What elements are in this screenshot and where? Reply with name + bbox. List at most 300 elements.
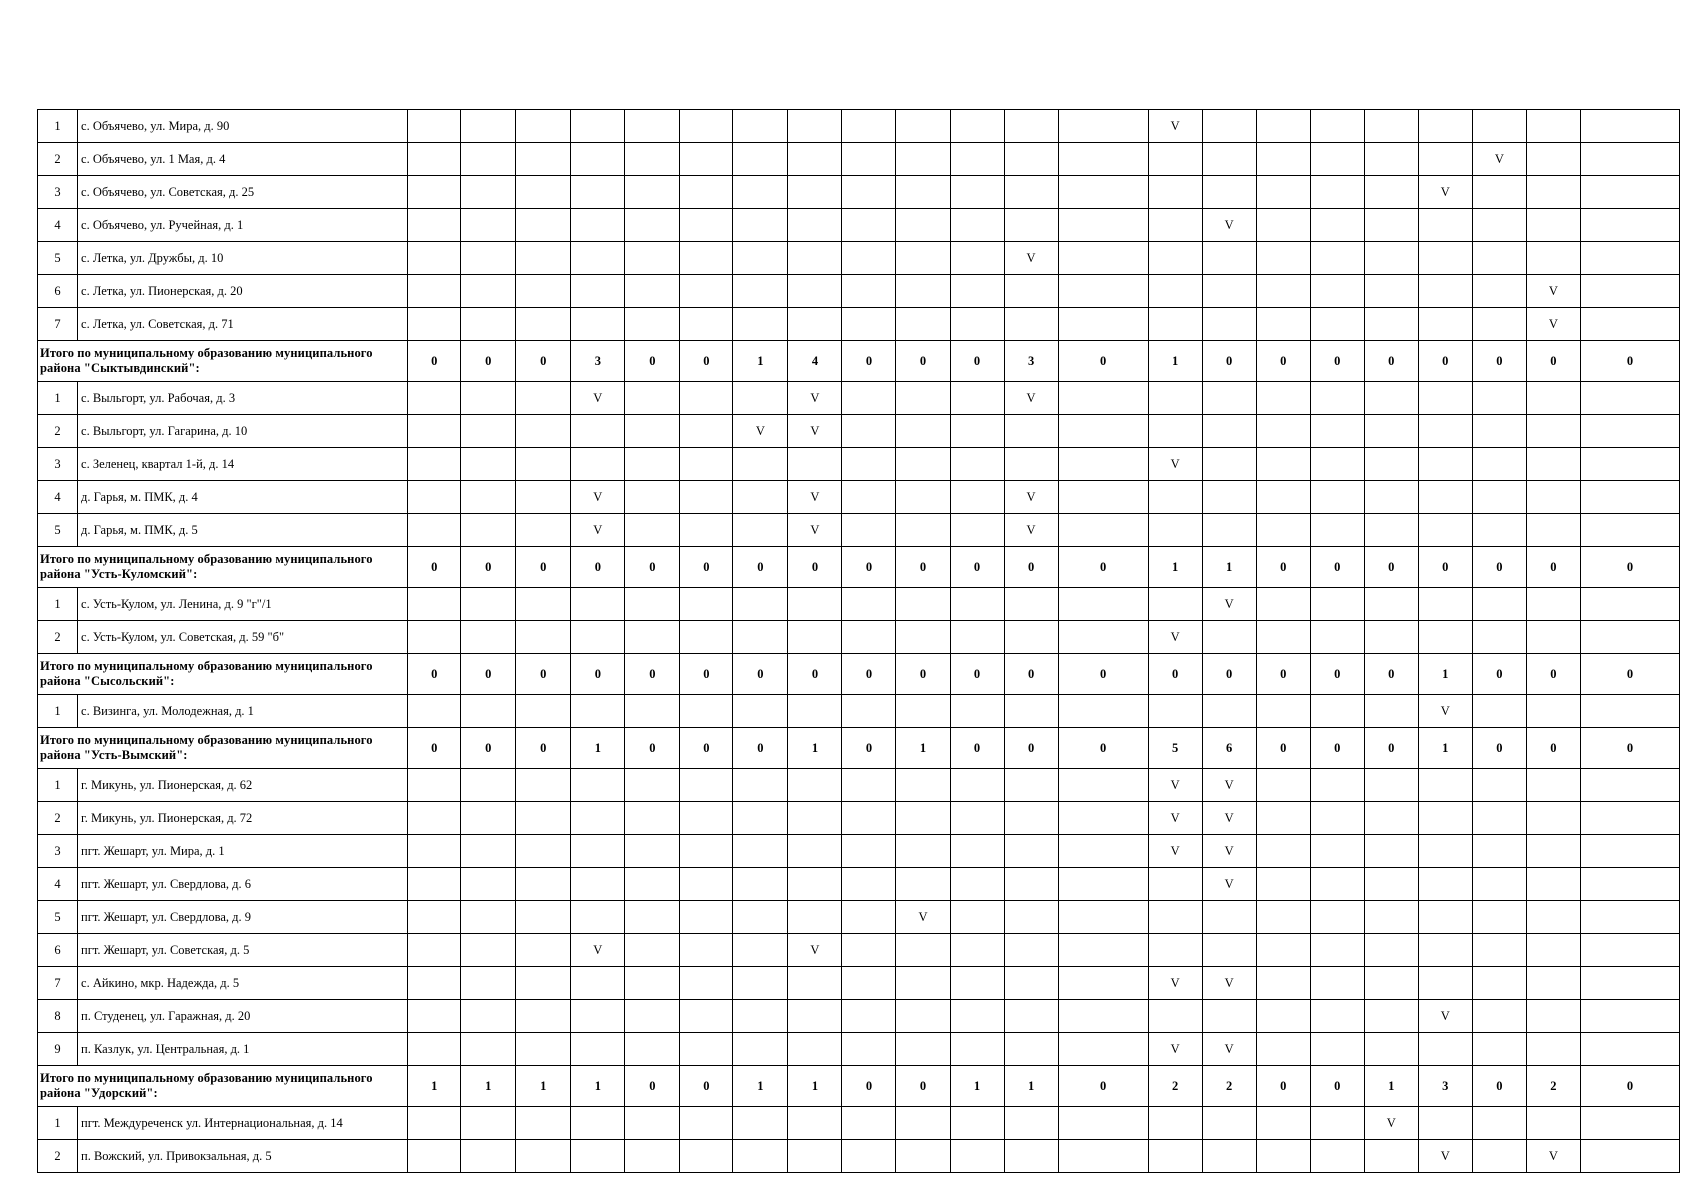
empty-cell xyxy=(950,967,1004,1000)
check-mark-cell: V xyxy=(1364,1107,1418,1140)
check-mark-cell: V xyxy=(1004,382,1058,415)
table-row xyxy=(38,209,1680,242)
empty-cell xyxy=(896,514,950,547)
empty-cell xyxy=(1202,695,1256,728)
empty-cell xyxy=(571,275,625,308)
total-value-cell: 1 xyxy=(1148,341,1202,382)
empty-cell xyxy=(1058,802,1148,835)
empty-cell xyxy=(1310,588,1364,621)
total-value-cell: 0 xyxy=(461,341,516,382)
check-mark-cell: V xyxy=(571,382,625,415)
row-number: 1 xyxy=(38,695,78,728)
empty-cell xyxy=(1526,176,1580,209)
total-value-cell: 0 xyxy=(896,654,950,695)
empty-cell xyxy=(1310,242,1364,275)
empty-cell xyxy=(1472,1000,1526,1033)
total-value-cell: 0 xyxy=(1256,547,1310,588)
total-value-cell: 0 xyxy=(1310,341,1364,382)
empty-cell xyxy=(1580,769,1679,802)
row-number: 9 xyxy=(38,1033,78,1066)
empty-cell xyxy=(1580,143,1679,176)
empty-cell xyxy=(1058,588,1148,621)
empty-cell xyxy=(1418,514,1472,547)
empty-cell xyxy=(1256,1033,1310,1066)
empty-cell xyxy=(1058,1033,1148,1066)
empty-cell xyxy=(461,110,516,143)
table-row xyxy=(38,967,1680,1000)
empty-cell xyxy=(842,481,896,514)
empty-cell xyxy=(842,588,896,621)
check-mark-cell: V xyxy=(571,514,625,547)
empty-cell xyxy=(408,382,461,415)
total-value-cell: 1 xyxy=(571,1066,625,1107)
empty-cell xyxy=(1580,176,1679,209)
empty-cell xyxy=(408,934,461,967)
row-number: 6 xyxy=(38,275,78,308)
empty-cell xyxy=(1058,967,1148,1000)
empty-cell xyxy=(1364,835,1418,868)
row-number: 8 xyxy=(38,1000,78,1033)
empty-cell xyxy=(408,868,461,901)
empty-cell xyxy=(571,901,625,934)
empty-cell xyxy=(461,242,516,275)
total-value-cell: 0 xyxy=(1580,728,1679,769)
empty-cell xyxy=(1148,588,1202,621)
total-value-cell: 1 xyxy=(788,728,842,769)
empty-cell xyxy=(516,308,571,341)
check-mark-cell: V xyxy=(896,901,950,934)
total-row xyxy=(38,654,1680,695)
empty-cell xyxy=(1256,1107,1310,1140)
empty-cell xyxy=(1256,901,1310,934)
empty-cell xyxy=(1004,308,1058,341)
empty-cell xyxy=(625,209,680,242)
empty-cell xyxy=(842,308,896,341)
empty-cell xyxy=(1472,514,1526,547)
address-cell: пгт. Жешарт, ул. Мира, д. 1 xyxy=(78,835,408,868)
empty-cell xyxy=(1580,242,1679,275)
empty-cell xyxy=(1202,448,1256,481)
empty-cell xyxy=(680,695,733,728)
empty-cell xyxy=(950,415,1004,448)
empty-cell xyxy=(1004,1140,1058,1173)
empty-cell xyxy=(950,176,1004,209)
empty-cell xyxy=(516,209,571,242)
row-number: 2 xyxy=(38,802,78,835)
empty-cell xyxy=(950,868,1004,901)
total-value-cell: 0 xyxy=(1256,1066,1310,1107)
empty-cell xyxy=(1418,415,1472,448)
address-cell: г. Микунь, ул. Пионерская, д. 62 xyxy=(78,769,408,802)
total-value-cell: 0 xyxy=(1364,547,1418,588)
empty-cell xyxy=(516,934,571,967)
empty-cell xyxy=(1418,308,1472,341)
total-value-cell: 1 xyxy=(950,1066,1004,1107)
empty-cell xyxy=(680,1107,733,1140)
empty-cell xyxy=(1580,621,1679,654)
empty-cell xyxy=(896,1000,950,1033)
empty-cell xyxy=(1310,901,1364,934)
check-mark-cell: V xyxy=(788,514,842,547)
check-mark-cell: V xyxy=(571,481,625,514)
empty-cell xyxy=(733,382,788,415)
empty-cell xyxy=(1256,934,1310,967)
empty-cell xyxy=(1202,934,1256,967)
empty-cell xyxy=(1202,382,1256,415)
empty-cell xyxy=(1364,143,1418,176)
empty-cell xyxy=(1472,967,1526,1000)
empty-cell xyxy=(1058,110,1148,143)
empty-cell xyxy=(733,448,788,481)
empty-cell xyxy=(680,110,733,143)
empty-cell xyxy=(896,242,950,275)
empty-cell xyxy=(1364,802,1418,835)
empty-cell xyxy=(1004,1107,1058,1140)
empty-cell xyxy=(408,967,461,1000)
check-mark-cell: V xyxy=(1202,209,1256,242)
empty-cell xyxy=(680,481,733,514)
empty-cell xyxy=(950,308,1004,341)
empty-cell xyxy=(571,242,625,275)
row-number: 4 xyxy=(38,209,78,242)
row-number: 1 xyxy=(38,110,78,143)
address-cell: г. Микунь, ул. Пионерская, д. 72 xyxy=(78,802,408,835)
empty-cell xyxy=(1148,1000,1202,1033)
total-label: Итого по муниципальному образованию муниципального района "Усть-Вымский": xyxy=(38,728,408,769)
total-value-cell: 3 xyxy=(1004,341,1058,382)
empty-cell xyxy=(516,835,571,868)
row-number: 5 xyxy=(38,242,78,275)
empty-cell xyxy=(516,1000,571,1033)
row-number: 3 xyxy=(38,448,78,481)
empty-cell xyxy=(516,1140,571,1173)
total-value-cell: 0 xyxy=(1418,341,1472,382)
empty-cell xyxy=(1004,143,1058,176)
address-cell: с. Летка, ул. Пионерская, д. 20 xyxy=(78,275,408,308)
empty-cell xyxy=(625,1140,680,1173)
empty-cell xyxy=(1202,1107,1256,1140)
total-value-cell: 0 xyxy=(625,654,680,695)
empty-cell xyxy=(1580,588,1679,621)
total-value-cell: 0 xyxy=(625,728,680,769)
total-label: Итого по муниципальному образованию муниципального района "Усть-Куломский": xyxy=(38,547,408,588)
empty-cell xyxy=(896,1033,950,1066)
total-value-cell: 0 xyxy=(950,728,1004,769)
empty-cell xyxy=(461,308,516,341)
table-row xyxy=(38,901,1680,934)
empty-cell xyxy=(788,308,842,341)
empty-cell xyxy=(571,1140,625,1173)
empty-cell xyxy=(896,448,950,481)
check-mark-cell: V xyxy=(1148,835,1202,868)
empty-cell xyxy=(1310,275,1364,308)
empty-cell xyxy=(1202,110,1256,143)
empty-cell xyxy=(1202,1000,1256,1033)
empty-cell xyxy=(408,242,461,275)
empty-cell xyxy=(1418,110,1472,143)
empty-cell xyxy=(1472,382,1526,415)
total-value-cell: 0 xyxy=(1310,654,1364,695)
empty-cell xyxy=(842,967,896,1000)
empty-cell xyxy=(408,308,461,341)
empty-cell xyxy=(896,415,950,448)
empty-cell xyxy=(516,588,571,621)
address-cell: с. Летка, ул. Дружбы, д. 10 xyxy=(78,242,408,275)
empty-cell xyxy=(1472,176,1526,209)
empty-cell xyxy=(625,275,680,308)
total-value-cell: 0 xyxy=(680,654,733,695)
empty-cell xyxy=(733,514,788,547)
empty-cell xyxy=(625,588,680,621)
table-row xyxy=(38,588,1680,621)
empty-cell xyxy=(1058,695,1148,728)
empty-cell xyxy=(1256,448,1310,481)
empty-cell xyxy=(625,382,680,415)
table-row xyxy=(38,621,1680,654)
total-value-cell: 0 xyxy=(1310,547,1364,588)
address-cell: пгт. Жешарт, ул. Свердлова, д. 6 xyxy=(78,868,408,901)
total-value-cell: 1 xyxy=(461,1066,516,1107)
empty-cell xyxy=(1310,110,1364,143)
empty-cell xyxy=(1058,242,1148,275)
empty-cell xyxy=(1256,143,1310,176)
total-value-cell: 2 xyxy=(1526,1066,1580,1107)
empty-cell xyxy=(571,769,625,802)
empty-cell xyxy=(1256,514,1310,547)
empty-cell xyxy=(1526,110,1580,143)
empty-cell xyxy=(1418,621,1472,654)
empty-cell xyxy=(1310,448,1364,481)
empty-cell xyxy=(408,275,461,308)
empty-cell xyxy=(1058,415,1148,448)
empty-cell xyxy=(625,695,680,728)
empty-cell xyxy=(788,588,842,621)
empty-cell xyxy=(950,695,1004,728)
row-number: 3 xyxy=(38,835,78,868)
total-value-cell: 0 xyxy=(625,547,680,588)
empty-cell xyxy=(1202,481,1256,514)
empty-cell xyxy=(1418,242,1472,275)
row-number: 3 xyxy=(38,176,78,209)
check-mark-cell: V xyxy=(1202,769,1256,802)
empty-cell xyxy=(1526,621,1580,654)
row-number: 7 xyxy=(38,967,78,1000)
data-table xyxy=(37,109,1680,1173)
empty-cell xyxy=(842,382,896,415)
total-value-cell: 0 xyxy=(842,547,896,588)
empty-cell xyxy=(950,1000,1004,1033)
row-number: 1 xyxy=(38,1107,78,1140)
empty-cell xyxy=(1148,934,1202,967)
empty-cell xyxy=(625,802,680,835)
empty-cell xyxy=(1004,448,1058,481)
empty-cell xyxy=(950,275,1004,308)
empty-cell xyxy=(1364,1140,1418,1173)
row-number: 5 xyxy=(38,514,78,547)
empty-cell xyxy=(1148,275,1202,308)
empty-cell xyxy=(842,621,896,654)
empty-cell xyxy=(461,901,516,934)
empty-cell xyxy=(571,868,625,901)
empty-cell xyxy=(1256,308,1310,341)
check-mark-cell: V xyxy=(1202,835,1256,868)
empty-cell xyxy=(516,514,571,547)
empty-cell xyxy=(1058,514,1148,547)
empty-cell xyxy=(1526,967,1580,1000)
total-value-cell: 1 xyxy=(733,1066,788,1107)
empty-cell xyxy=(788,242,842,275)
empty-cell xyxy=(408,835,461,868)
total-value-cell: 0 xyxy=(788,547,842,588)
empty-cell xyxy=(1202,275,1256,308)
empty-cell xyxy=(1058,143,1148,176)
empty-cell xyxy=(1472,110,1526,143)
empty-cell xyxy=(1418,275,1472,308)
empty-cell xyxy=(788,209,842,242)
empty-cell xyxy=(1310,695,1364,728)
total-value-cell: 0 xyxy=(842,1066,896,1107)
empty-cell xyxy=(1580,934,1679,967)
empty-cell xyxy=(1148,308,1202,341)
check-mark-cell: V xyxy=(1148,621,1202,654)
empty-cell xyxy=(680,868,733,901)
empty-cell xyxy=(733,695,788,728)
empty-cell xyxy=(625,934,680,967)
row-number: 6 xyxy=(38,934,78,967)
total-row xyxy=(38,728,1680,769)
total-value-cell: 0 xyxy=(842,654,896,695)
empty-cell xyxy=(950,242,1004,275)
empty-cell xyxy=(1310,415,1364,448)
empty-cell xyxy=(950,481,1004,514)
empty-cell xyxy=(516,143,571,176)
empty-cell xyxy=(1148,1107,1202,1140)
empty-cell xyxy=(1004,769,1058,802)
empty-cell xyxy=(1418,448,1472,481)
empty-cell xyxy=(571,835,625,868)
empty-cell xyxy=(842,1033,896,1066)
empty-cell xyxy=(571,308,625,341)
total-value-cell: 0 xyxy=(1310,1066,1364,1107)
empty-cell xyxy=(1580,695,1679,728)
empty-cell xyxy=(1310,1140,1364,1173)
total-value-cell: 0 xyxy=(1526,547,1580,588)
empty-cell xyxy=(1148,514,1202,547)
empty-cell xyxy=(680,621,733,654)
empty-cell xyxy=(1004,934,1058,967)
total-value-cell: 1 xyxy=(1202,547,1256,588)
address-cell: с. Объячево, ул. Мира, д. 90 xyxy=(78,110,408,143)
empty-cell xyxy=(1364,275,1418,308)
empty-cell xyxy=(408,176,461,209)
empty-cell xyxy=(516,242,571,275)
empty-cell xyxy=(733,769,788,802)
empty-cell xyxy=(625,1033,680,1066)
empty-cell xyxy=(1310,769,1364,802)
empty-cell xyxy=(625,242,680,275)
empty-cell xyxy=(733,1033,788,1066)
check-mark-cell: V xyxy=(1004,242,1058,275)
check-mark-cell: V xyxy=(1004,514,1058,547)
empty-cell xyxy=(1256,868,1310,901)
empty-cell xyxy=(461,934,516,967)
empty-cell xyxy=(1364,621,1418,654)
empty-cell xyxy=(1472,481,1526,514)
empty-cell xyxy=(1472,448,1526,481)
empty-cell xyxy=(1526,695,1580,728)
total-value-cell: 0 xyxy=(680,728,733,769)
empty-cell xyxy=(733,588,788,621)
empty-cell xyxy=(842,802,896,835)
empty-cell xyxy=(1148,1140,1202,1173)
check-mark-cell: V xyxy=(1148,769,1202,802)
check-mark-cell: V xyxy=(1148,1033,1202,1066)
empty-cell xyxy=(1004,621,1058,654)
empty-cell xyxy=(680,176,733,209)
empty-cell xyxy=(1580,1000,1679,1033)
total-value-cell: 0 xyxy=(1202,341,1256,382)
empty-cell xyxy=(461,835,516,868)
total-value-cell: 0 xyxy=(1580,341,1679,382)
empty-cell xyxy=(1310,967,1364,1000)
empty-cell xyxy=(1364,209,1418,242)
empty-cell xyxy=(1310,835,1364,868)
empty-cell xyxy=(733,901,788,934)
empty-cell xyxy=(1310,621,1364,654)
empty-cell xyxy=(680,1000,733,1033)
address-cell: с. Объячево, ул. 1 Мая, д. 4 xyxy=(78,143,408,176)
empty-cell xyxy=(571,621,625,654)
total-row xyxy=(38,1066,1680,1107)
empty-cell xyxy=(461,415,516,448)
empty-cell xyxy=(950,802,1004,835)
empty-cell xyxy=(788,110,842,143)
total-value-cell: 3 xyxy=(1418,1066,1472,1107)
empty-cell xyxy=(408,1000,461,1033)
table-row xyxy=(38,275,1680,308)
empty-cell xyxy=(1418,209,1472,242)
empty-cell xyxy=(680,143,733,176)
empty-cell xyxy=(1202,242,1256,275)
empty-cell xyxy=(461,621,516,654)
empty-cell xyxy=(408,802,461,835)
empty-cell xyxy=(1472,835,1526,868)
empty-cell xyxy=(896,802,950,835)
empty-cell xyxy=(1418,1107,1472,1140)
table-body xyxy=(38,110,1680,1173)
empty-cell xyxy=(516,621,571,654)
empty-cell xyxy=(842,415,896,448)
total-value-cell: 0 xyxy=(461,728,516,769)
empty-cell xyxy=(1526,901,1580,934)
empty-cell xyxy=(625,143,680,176)
empty-cell xyxy=(1418,481,1472,514)
empty-cell xyxy=(788,621,842,654)
total-value-cell: 0 xyxy=(1256,654,1310,695)
empty-cell xyxy=(571,1000,625,1033)
empty-cell xyxy=(680,514,733,547)
empty-cell xyxy=(842,835,896,868)
row-number: 2 xyxy=(38,1140,78,1173)
empty-cell xyxy=(461,275,516,308)
empty-cell xyxy=(408,1140,461,1173)
empty-cell xyxy=(571,695,625,728)
empty-cell xyxy=(788,1140,842,1173)
total-row xyxy=(38,341,1680,382)
empty-cell xyxy=(1526,769,1580,802)
empty-cell xyxy=(950,110,1004,143)
total-value-cell: 0 xyxy=(950,654,1004,695)
